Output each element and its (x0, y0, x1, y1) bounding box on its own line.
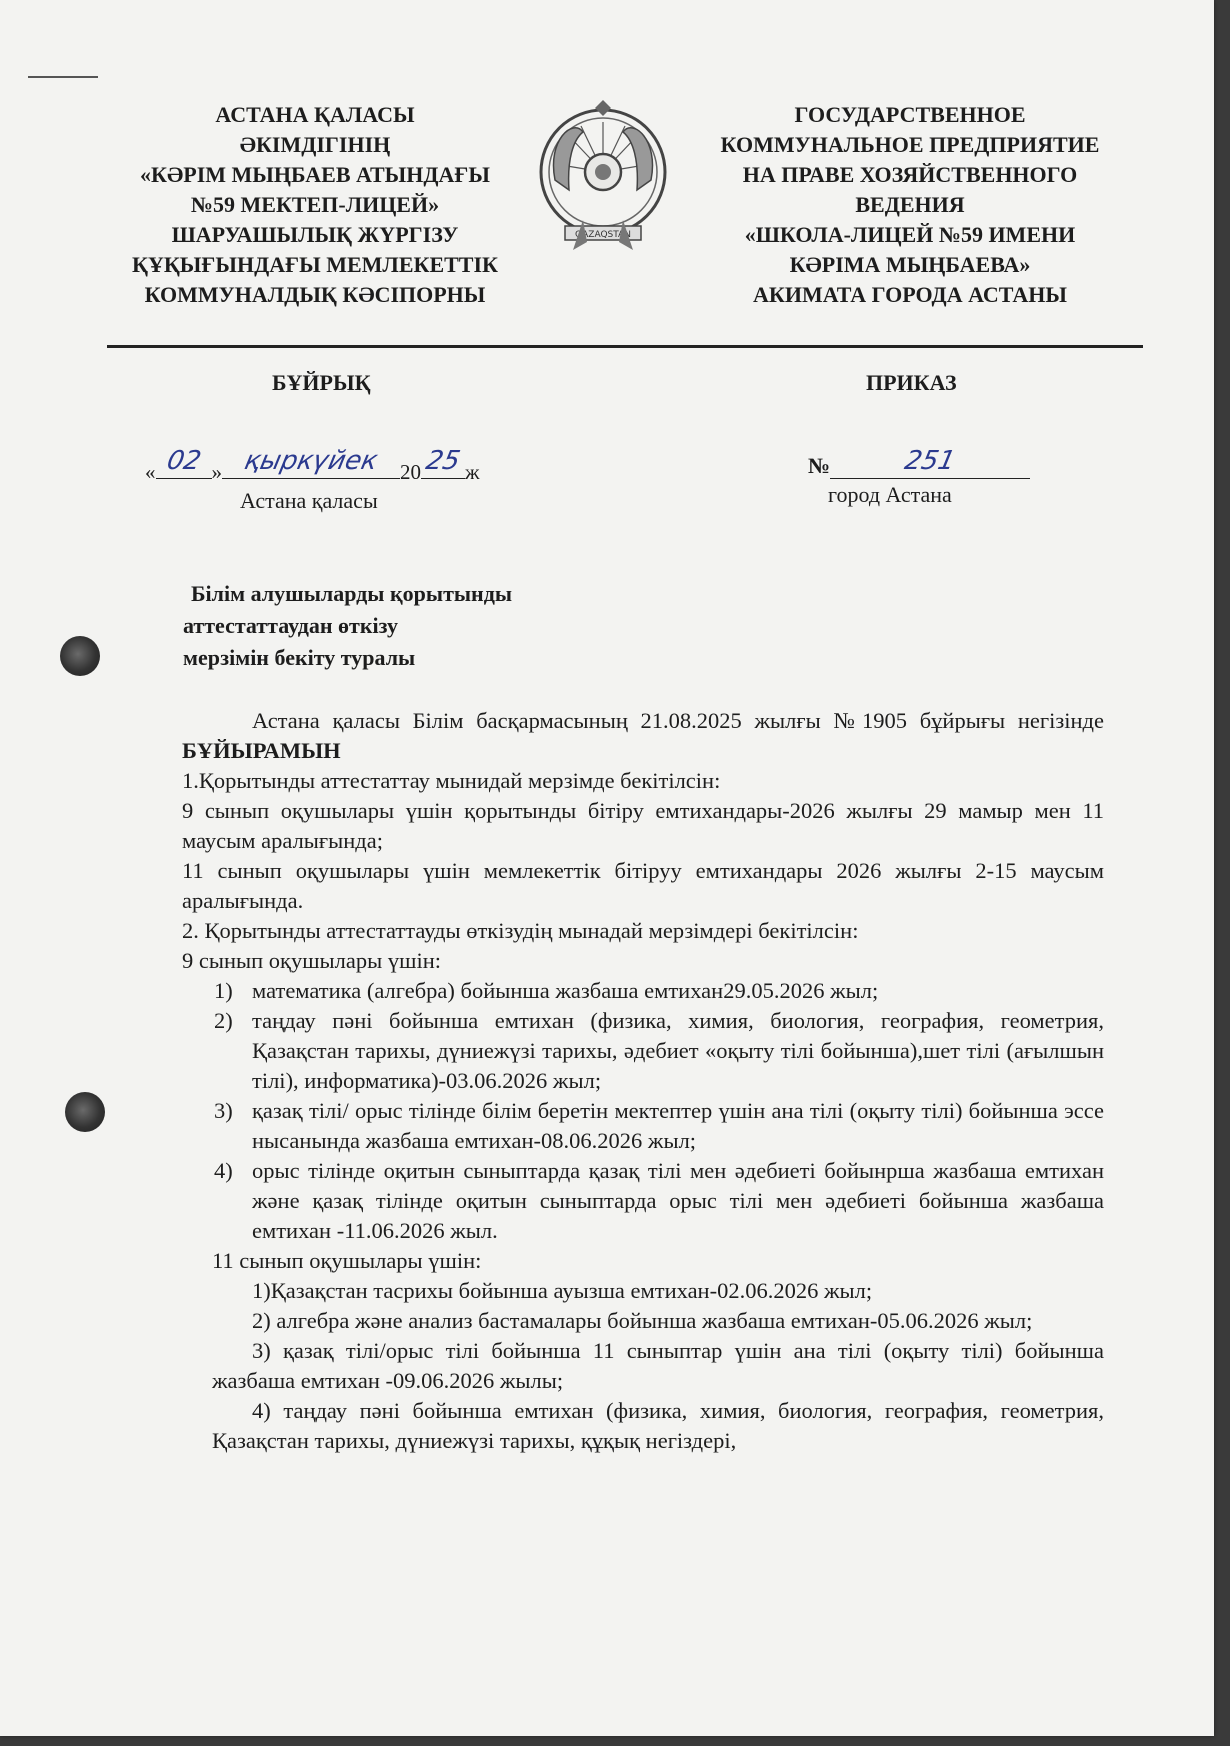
punch-hole (65, 1092, 105, 1132)
grade9-heading: 9 сынып оқушылары үшін: (182, 948, 442, 973)
header-line: ГОСУДАРСТВЕННОЕ (794, 102, 1026, 127)
header-line: АКИМАТА ГОРОДА АСТАНЫ (753, 282, 1067, 307)
list-item: 3) қазақ тілі/орыс тілі бойынша 11 сыныптар үшін ана тілі (оқыту тілі) бойынша жазбаша емтихан -09.06.2026 жылы; (212, 1338, 1104, 1393)
intro-paragraph (182, 706, 1104, 766)
list-number: 1) (214, 978, 233, 1003)
header-kazakh (100, 100, 530, 310)
list-item: 4) таңдау пәні бойынша емтихан (физика, химия, биология, география, геометрия, Қазақстан тарихы, дүниежүзі тарихы, құқық негіздері, (212, 1398, 1104, 1453)
list-item: 1)Қазақстан тасрихы бойынша ауызша емтихан-02.06.2026 жыл; (252, 1278, 873, 1303)
list-text: математика (алгебра) бойынша жазбаша емтихан29.05.2026 жыл; (252, 978, 879, 1003)
date-day-field (156, 446, 212, 479)
header-divider (107, 345, 1143, 348)
order-number (808, 446, 1030, 479)
grade11-section (182, 1246, 1104, 1456)
doc-type-kazakh: БҰЙРЫҚ (272, 370, 371, 395)
date-day-handwritten: 02 (163, 446, 204, 476)
clause-1-grade11: 11 сынып оқушылары үшін мемлекеттік бітіруу емтихандары 2026 жылғы 2-15 маусым аралығында. (182, 858, 1104, 913)
city-russian: город Астана (828, 482, 952, 507)
header-line: КОММУНАЛДЫҚ КӘСІПОРНЫ (144, 282, 486, 307)
header-line: КОММУНАЛЬНОЕ ПРЕДПРИЯТИЕ (720, 132, 1100, 157)
intro-decree-word: БҰЙЫРАМЫН (182, 738, 341, 763)
number-label: № (808, 453, 831, 478)
city-kazakh: Астана қаласы (240, 488, 378, 513)
header-line: АСТАНА ҚАЛАСЫ (215, 102, 415, 127)
list-text: орыс тілінде оқитын сыныптарда қазақ тілі мен әдебиеті бойынрша жазбаша емтихан және қазақ тілінде оқитын сыныптарда орыс тілі мен әдебиеті бойынша жазбаша емтихан -11.06.2026 жыл. (252, 1158, 1104, 1243)
header-line: НА ПРАВЕ ХОЗЯЙСТВЕННОГО (742, 162, 1078, 187)
header-russian (690, 100, 1130, 310)
header-line: КӘРІМА МЫҢБАЕВА» (789, 252, 1031, 277)
date-suffix: ж (465, 460, 480, 484)
list-item: 2) алгебра және анализ бастамалары бойынша жазбаша емтихан-05.06.2026 жыл; (252, 1308, 1033, 1333)
list-number: 3) (214, 1098, 233, 1123)
header-line: «КӘРІМ МЫҢБАЕВ АТЫНДАҒЫ (140, 162, 490, 187)
order-body (182, 706, 1104, 1456)
header-line: ШАРУАШЫЛЫҚ ЖҮРГІЗУ (171, 222, 459, 247)
intro-text: Астана қаласы Білім басқармасының 21.08.2025 жылғы №1905 бұйрығы негізінде (252, 708, 1104, 733)
order-subject (183, 578, 512, 674)
list-item (182, 976, 1104, 1006)
punch-hole (60, 636, 100, 676)
corner-mark (28, 76, 98, 78)
header-line: №59 МЕКТЕП-ЛИЦЕЙ» (190, 192, 440, 217)
list-item (182, 1096, 1104, 1156)
date-year-field (421, 446, 465, 479)
date-year-prefix: 20 (400, 460, 421, 484)
list-text: қазақ тілі/ орыс тілінде білім беретін мектептер үшін ана тілі (оқыту тілі) бойынша эссе нысанында жазбаша емтихан-08.06.2026 жыл; (252, 1098, 1104, 1153)
clause-2: 2. Қорытынды аттестаттауды өткізудің мынадай мерзімдері бекітілсін: (182, 918, 859, 943)
grade11-heading: 11 сынып оқушылары үшін: (212, 1248, 482, 1273)
date-month-field (222, 446, 400, 479)
subject-line: мерзімін бекіту туралы (183, 645, 416, 670)
header-line: «ШКОЛА-ЛИЦЕЙ №59 ИМЕНИ (744, 222, 1076, 247)
list-number: 2) (214, 1008, 233, 1033)
header-line: ҚҰҚЫҒЫНДАҒЫ МЕМЛЕКЕТТІК (132, 252, 498, 277)
state-emblem-icon (533, 100, 673, 258)
list-item (182, 1156, 1104, 1246)
clause-1: 1.Қорытынды аттестаттау мынидай мерзімде бекітілсін: (182, 768, 721, 793)
list-text: таңдау пәні бойынша емтихан (физика, химия, биология, география, геометрия, Қазақстан тарихы, дүниежүзі тарихы, әдебиет «оқыту тілі бойынша),шет тілі (ағылшын тілі), информатика)-03.06.2026 жыл; (252, 1008, 1104, 1093)
doc-type-russian: ПРИКАЗ (866, 370, 957, 395)
order-date (145, 446, 565, 488)
number-field (830, 446, 1030, 479)
list-number: 4) (214, 1158, 233, 1183)
date-close-quote: » (211, 460, 222, 484)
subject-line: Білім алушыларды қорытынды (191, 581, 513, 606)
clause-1-grade9: 9 сынып оқушылары үшін қорытынды бітіру емтихандары-2026 жылғы 29 мамыр мен 11 маусым аралығында; (182, 798, 1104, 853)
subject-line: аттестаттаудан өткізу (183, 613, 399, 638)
date-open-quote: « (145, 460, 156, 484)
date-year-handwritten: 25 (423, 446, 463, 476)
header-line: ВЕДЕНИЯ (855, 192, 965, 217)
svg-text:QAZAQSTAN: QAZAQSTAN (575, 230, 631, 240)
grade9-exam-list (182, 976, 1104, 1246)
header-line: ӘКІМДІГІНІҢ (239, 132, 391, 157)
list-item (182, 1006, 1104, 1096)
number-handwritten: 251 (902, 446, 959, 476)
date-month-handwritten: қыркүйек (241, 446, 381, 476)
